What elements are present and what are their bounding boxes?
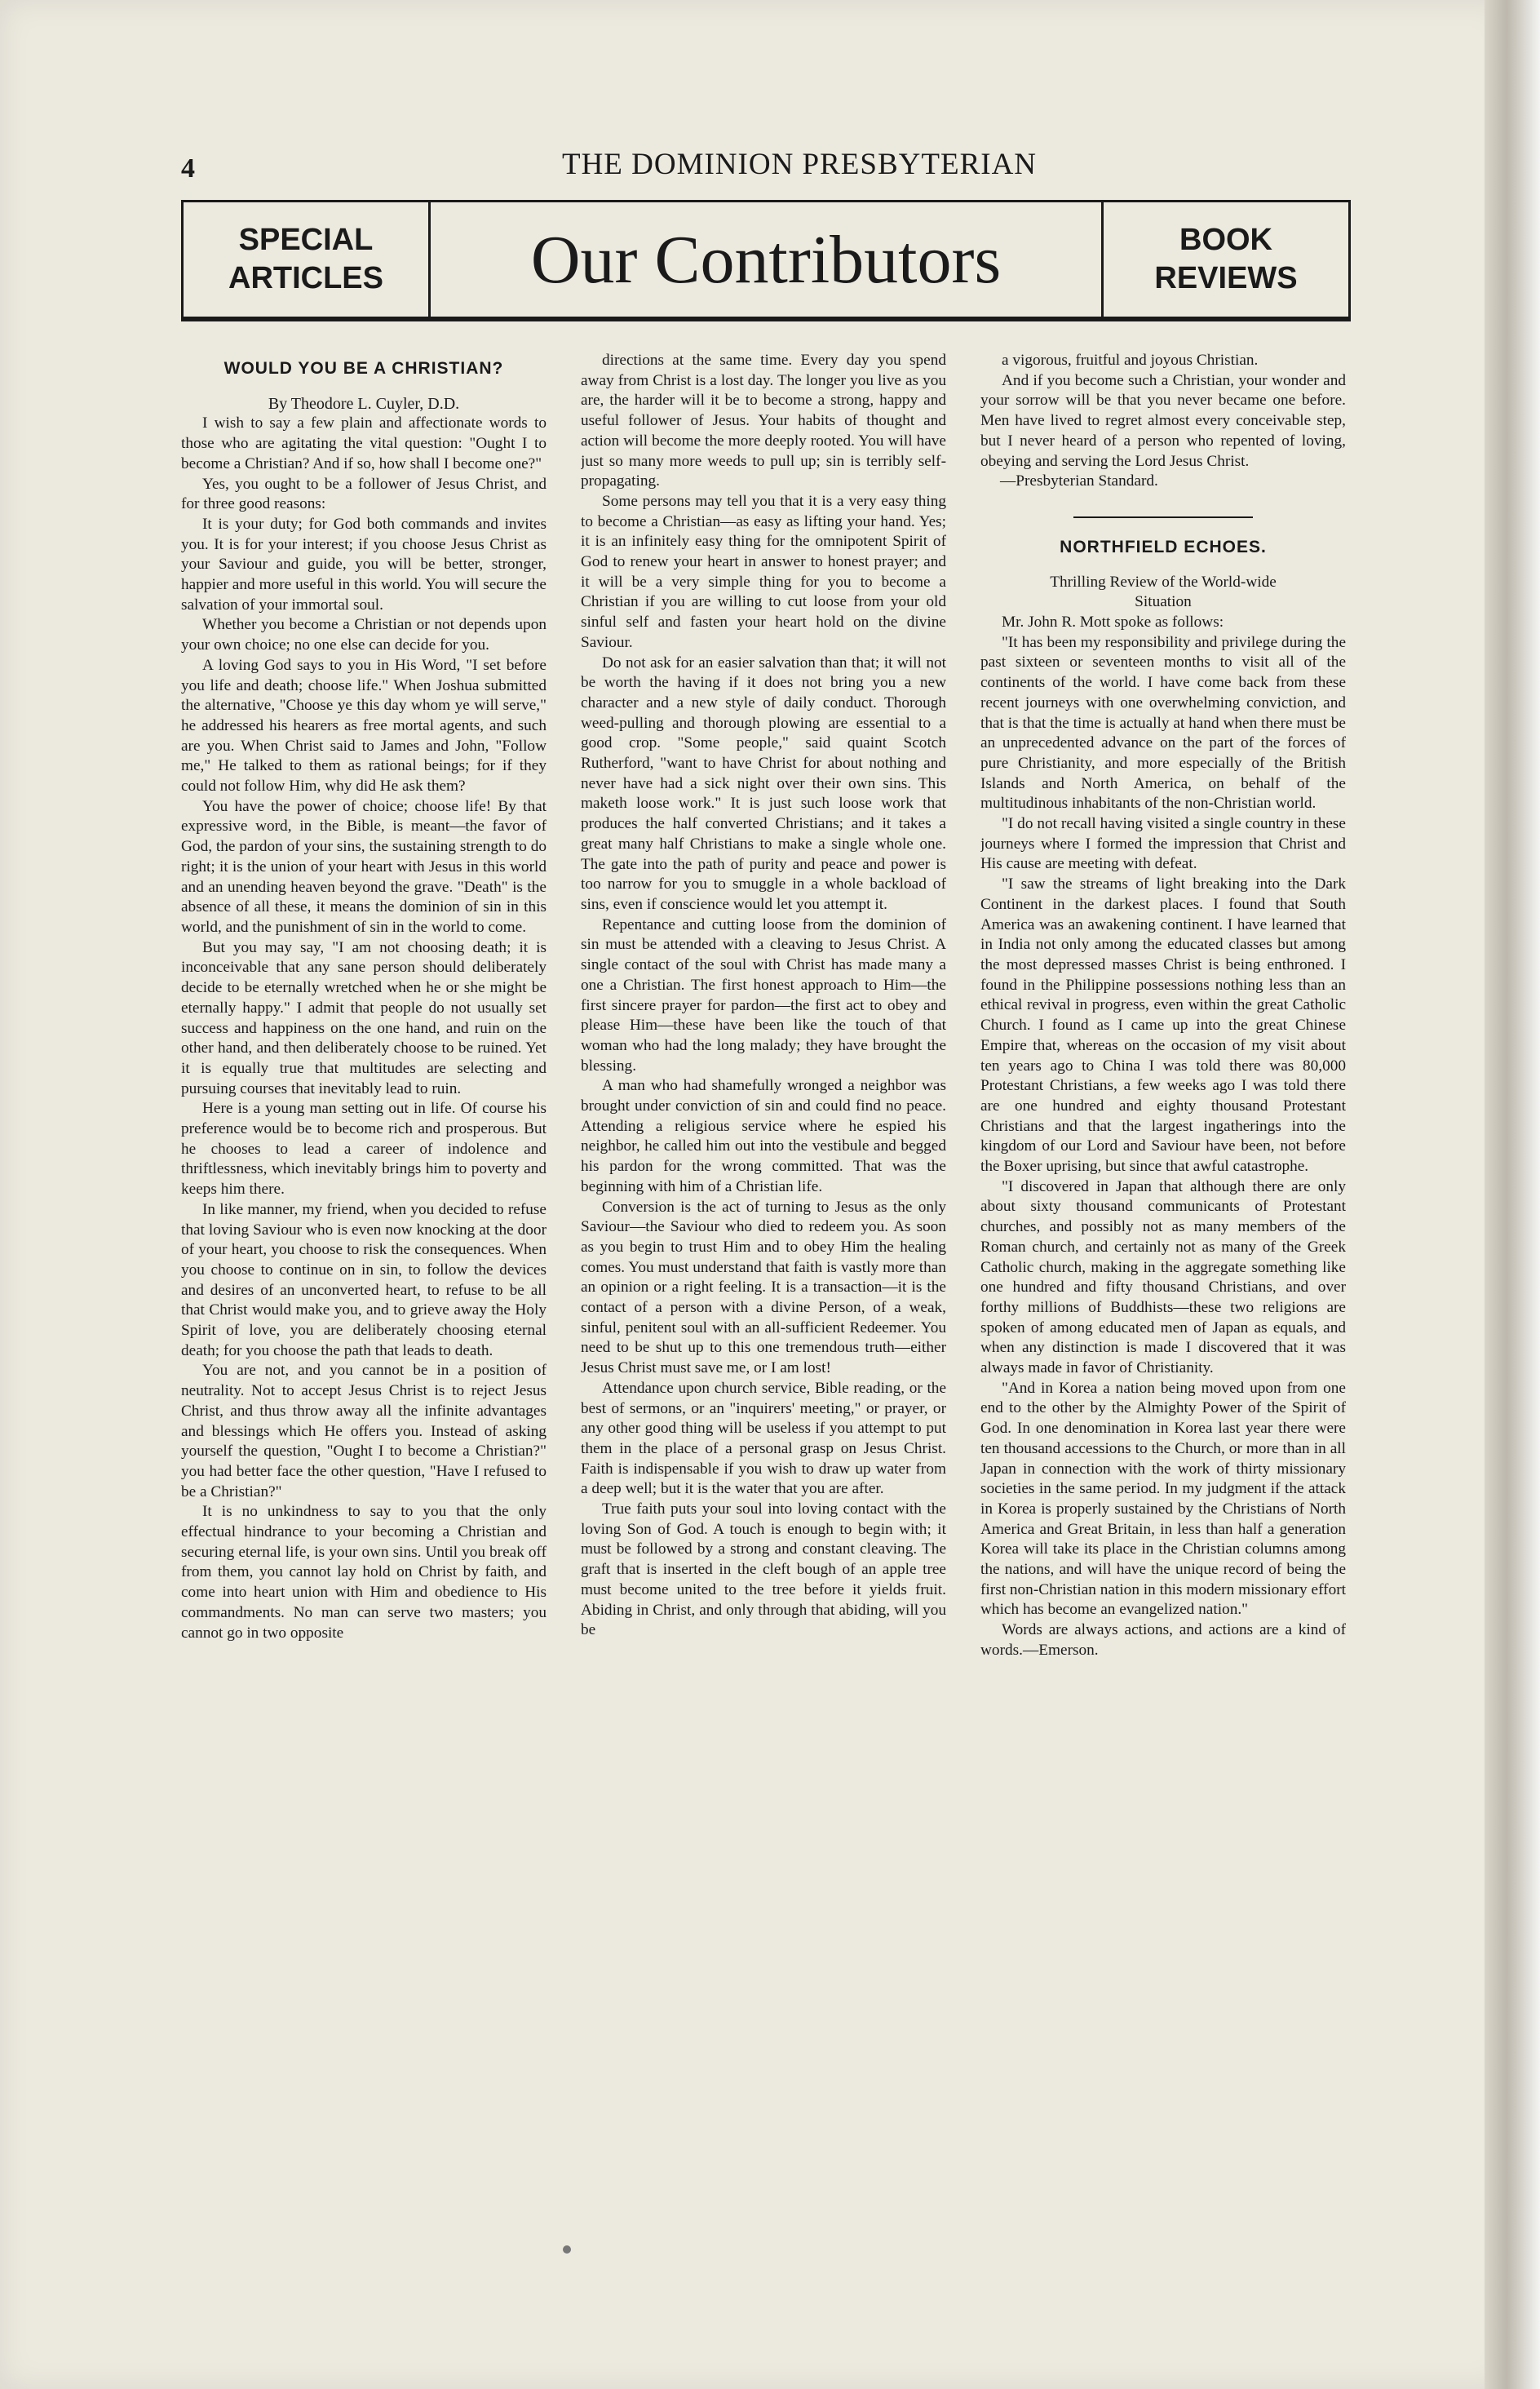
paragraph: You are not, and you cannot be in a position of neutrality. Not to accept Jesus Christ is to reject Jesus Christ, and thus throw away all the infinite advantages and blessings which He offers you. Instead of asking yourself the question, "Ought I to become a Christian?" you had better face the other question, "Have I refused to be a Christian?"	[181, 1362, 547, 1500]
article2-speaker: Mr. John R. Mott spoke as follows:	[1002, 614, 1224, 632]
paragraph: You have the power of choice; choose life! By that expressive word, in the Bible, is meant—the favor of God, the pardon of your sins, the sustaining strength to do right; it is the union of your heart with Jesus in this world and an unending heaven beyond the grave. "Death" is the absence of all these, it means the dominion of sin in this world, and the punishment of sin in the world to come.	[181, 797, 547, 936]
paragraph: Here is a young man setting out in life. Of course his preference would be to become rich and prosperous. But he chooses to lead a career of indolence and thriftlessness, which inevitably brings him to poverty and keeps him there.	[181, 1100, 547, 1199]
paragraph: In like manner, my friend, when you decided to refuse that loving Saviour who is even now knocking at the door of your heart, you choose to risk the consequences. When you choose to continue on in sin, to follow the devices and desires of an unconverted heart, to refuse to be all that Christ would make you, and to grieve away the Holy Spirit of love, you are deliberately choosing eternal death; for you choose the path that leads to death.	[181, 1200, 547, 1359]
section-masthead	[181, 200, 1351, 321]
article2-subhead-line1: Thrilling Review of the World-wide	[1050, 573, 1277, 591]
col1-body	[181, 414, 547, 1643]
paragraph: Do not ask for an easier salvation than that; it will not be worth the having if it does not bring you a new character and a new style of daily conduct. Thorough weed-pulling and thorough plowing are essential to a good crop. "Some people," said quaint Scotch Rutherford, "want to have Christ for about nothing and never have had a sick night over their own sins. This maketh loose work." It is just such loose work that produces the half converted Christians; and it takes a great many half Christians to make a single whole one. The gate into the path of purity and peace and power is too narrow for you to smuggle in a whole backload of sins, even if conscience would let you attempt it.	[581, 654, 946, 913]
article2-body	[980, 633, 1346, 1620]
article2-title: NORTHFIELD ECHOES.	[1060, 537, 1267, 556]
paragraph: Conversion is the act of turning to Jesus as the only Saviour—the Saviour who died to redeem you. As soon as you begin to trust Him and to obey Him the healing comes. You must understand that faith is vastly more than an opinion or a right feeling. It is a transaction—it is the contact of a person with a divine Person, of a weak, sinful, penitent soul with an all-sufficient Redeemer. You need to be shut up to this one tremendous truth—either Jesus Christ must save me, or I am lost!	[581, 1198, 946, 1377]
paragraph: "I saw the streams of light breaking into the Dark Continent in the darkest places. I found that South America was an awakening continent. I have learned that in India not only among the educated classes but among the most depressed masses Christ is being enthroned. I found in the Philippine possessions nothing less than an ethical revival in progress, even within the great Catholic Church. I found as I came up into the great Chinese Empire that, whereas on the occasion of my visit about ten years ago to China I was told there was 80,000 Protestant Christians, a few weeks ago I was told there are one hundred and eighty thousand Protestant Christians and that the largest ingatherings into the kingdom of our Lord and Saviour have been, not before the Boxer uprising, but since that awful catastrophe.	[980, 875, 1346, 1176]
masthead-left-line1: SPECIAL	[238, 222, 374, 257]
column-2	[581, 351, 946, 2227]
running-head: THE DOMINION PRESBYTERIAN	[561, 148, 1038, 181]
paragraph: True faith puts your soul into loving contact with the loving Son of God. A touch is enough to begin with; it must be followed by a strong and constant cleaving. The graft that is inserted in the cleft bough of an apple tree must become united to the tree before it yields fruit. Abiding in Christ, and only through that abiding, will you be	[581, 1500, 946, 1639]
paragraph: "I do not recall having visited a single country in these journeys where I formed the impression that Christ and His cause are meeting with defeat.	[980, 815, 1346, 873]
paragraph: Some persons may tell you that it is a very easy thing to become a Christian—as easy as lifting your hand. Yes; it is an infinitely easy thing for the omnipotent Spirit of God to renew your heart in answer to honest prayer; and it will be a very simple thing for you to become a Christian if you are willing to cut loose from your old sinful self and fasten your heart hold on the divine Saviour.	[581, 492, 946, 651]
paragraph: "I discovered in Japan that although there are only about sixty thousand communicants of Protestant churches, and possibly not as many members of the Roman church, and certainly not as many of the Greek Catholic church, making in the aggregate something like one hundred and fifty thousand Christians, and over forthy millions of Buddhists—these two religions are spoken of among educated men of Japan as equals, and when any distinction is made I discovered that it was always made in favor of Christianity.	[980, 1177, 1346, 1377]
article-title: WOULD YOU BE A CHRISTIAN?	[223, 359, 504, 378]
article2-subhead	[980, 573, 1346, 613]
paragraph: directions at the same time. Every day you spend away from Christ is a lost day. The longer you live as you are, the harder will it be to become a strong, happy and useful follower of Jesus. Your habits of thought and action will become the more deeply rooted. You will have just so many more weeds to pull up; sin is terribly self-propagating.	[581, 352, 946, 490]
masthead-title: Our Contributors	[530, 221, 1002, 298]
article-source: —Presbyterian Standard.	[1000, 472, 1158, 490]
masthead-right-box	[1101, 202, 1348, 317]
ink-smudge	[563, 2245, 571, 2254]
paragraph: A loving God says to you in His Word, "I set before you life and death; choose life." When Joshua submitted the alternative, "Choose ye this day whom ye will serve," he addressed his hearers as free mortal agents, and such are you. When Christ said to James and John, "Follow me," He talked to them as rational beings; for if they could not follow Him, why did He ask them?	[181, 656, 547, 796]
paragraph: a vigorous, fruitful and joyous Christian.	[1002, 352, 1259, 369]
paragraph: But you may say, "I am not choosing death; it is inconceivable that any sane person should deliberately decide to be eternally wretched when he or she might be eternally happy." I admit that people do not usually set success and happiness on the one hand, and ruin on the other hand, and then deliberately choose to be ruined. Yet it is equally true that multitudes are selecting and pursuing courses that inevitably lead to ruin.	[181, 938, 547, 1097]
column-1	[181, 351, 547, 2227]
paragraph: Attendance upon church service, Bible reading, or the best of sermons, or an "inquirers' meeting," or prayer, or any other good thing will be useless if you attempt to put them in the place of a personal grasp on Jesus Christ. Faith is indispensable if you wish to draw up water from a deep well; but it is the water that you are after.	[581, 1379, 946, 1498]
paragraph: Whether you become a Christian or not depends upon your own choice; no one else can decide for you.	[181, 616, 547, 654]
paragraph: It is your duty; for God both commands and invites you. It is for your interest; if you choose Jesus Christ as your Saviour and guide, you will be better, stronger, happier and more useful in this world. You will secure the salvation of your immortal soul.	[181, 515, 547, 614]
masthead-left-line2: ARTICLES	[228, 261, 383, 295]
paragraph: Repentance and cutting loose from the dominion of sin must be attended with a cleaving to Jesus Christ. A single contact of the soul with Christ has made many a one a Christian. The first honest approach to Him—the first sincere prayer for pardon—the first act to obey and please Him—these have been like the touch of that woman who had the long malady; they have brought the blessing.	[581, 915, 946, 1075]
paragraph: A man who had shamefully wronged a neighbor was brought under conviction of sin and could find no peace. Attending a religious service where he espied his neighbor, he called him out into the vestibule and begged his pardon for the wrong committed. That was the beginning with him of a Christian life.	[581, 1077, 946, 1195]
page-number: 4	[181, 153, 195, 184]
article-columns	[181, 351, 1348, 2227]
paragraph: "It has been my responsibility and privilege during the past sixteen or seventeen months to visit all of the continents of the world. I have come back from these recent journeys with one overwhelming conviction, and that is that the time is actually at hand when there must be an unprecedented advance on the part of the forces of pure Christianity, and more especially of the British Islands and North America, on behalf of the multitudinous inhabitants of the non-Christian world.	[980, 633, 1346, 813]
col3-body	[980, 351, 1346, 472]
masthead-right-line2: REVIEWS	[1154, 261, 1298, 295]
masthead-left-box	[184, 202, 431, 317]
paragraph: And if you become such a Christian, your wonder and your sorrow will be that you never became one before. Men have lived to regret almost every conceivable step, but I never heard of a person who repented of loving, obeying and serving the Lord Jesus Christ.	[980, 371, 1346, 470]
column-3	[980, 351, 1346, 2227]
masthead-right-line1: BOOK	[1179, 222, 1272, 257]
article2-subhead-line2: Situation	[1135, 593, 1192, 611]
paragraph: Yes, you ought to be a follower of Jesus Christ, and for three good reasons:	[181, 475, 547, 513]
page-edge-shadow	[1485, 0, 1540, 2389]
paragraph: It is no unkindness to say to you that the only effectual hindrance to your becoming a Christian and securing eternal life, is your own sins. Until you break off from them, you cannot lay hold on Christ by faith, and come into heart union with Him and obedience to His commandments. No man can serve two masters; you cannot go in two opposite	[181, 1503, 547, 1642]
paragraph: "And in Korea a nation being moved upon from one end to the other by the Almighty Power of the Spirit of God. In one denomination in Korea last year there were ten thousand accessions to the Church, or more than in all Japan in connection with the work of thirty missionary societies in the same period. In my judgment if the attack in Korea is properly sustained by the Christians of North America and Great Britain, in less than half a generation Korea will take its place in the Christian columns among the nations, and will have the unique record of being the first non-Christian nation in this modern missionary effort which has become an evangelized nation."	[980, 1379, 1346, 1619]
paragraph: I wish to say a few plain and affectionate words to those who are agitating the vital question: "Ought I to become a Christian? And if so, how shall I become one?"	[181, 414, 547, 472]
filler-quote: Words are always actions, and actions are a kind of words.—Emerson.	[980, 1621, 1346, 1659]
col2-body	[581, 351, 946, 1641]
byline: By Theodore L. Cuyler, D.D.	[268, 394, 460, 413]
section-divider	[1073, 516, 1253, 518]
